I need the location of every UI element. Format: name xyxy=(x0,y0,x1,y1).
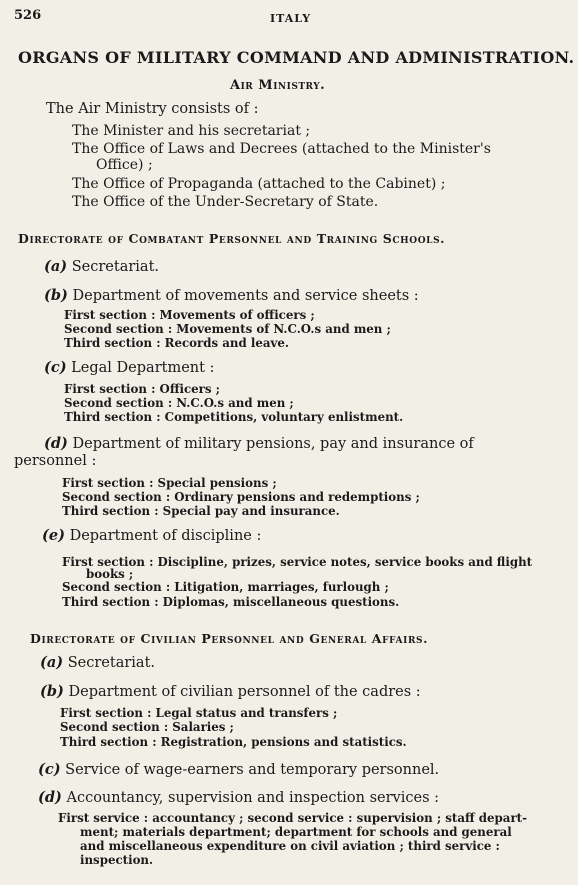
running-head: ITALY xyxy=(270,12,312,25)
intro-item: The Office of the Under-Secretary of State. xyxy=(72,194,379,210)
sub-line: First section : Movements of officers ; xyxy=(64,308,315,322)
item-label: (a) xyxy=(40,654,64,671)
item-label: (d) xyxy=(44,435,68,452)
sub-line: Second section : Movements of N.C.O.s and men ; xyxy=(64,322,391,336)
sub-line: books ; xyxy=(86,567,134,581)
sub-line: and miscellaneous expenditure on civil aviation ; third service : xyxy=(80,839,500,853)
section-subtitle: Air Ministry. xyxy=(230,78,326,93)
sub-line: Second section : Ordinary pensions and redemptions ; xyxy=(62,490,420,504)
directorate-heading: Directorate of Combatant Personnel and Training Schools. xyxy=(18,231,446,246)
sub-line: inspection. xyxy=(80,853,154,867)
item-label: (a) xyxy=(44,258,68,275)
sub-line: Second section : N.C.O.s and men ; xyxy=(64,396,294,410)
intro-item: The Office of Laws and Decrees (attached to the Minister's xyxy=(72,141,491,157)
intro-item: The Minister and his secretariat ; xyxy=(72,123,311,139)
sub-line: First service : accountancy ; second service : supervision ; staff depart- xyxy=(58,811,528,825)
item-text: Department of civilian personnel of the cadres : xyxy=(68,684,421,700)
intro-item: Office) ; xyxy=(96,157,153,173)
list-item xyxy=(44,258,159,275)
item-text: Department of movements and service sheets : xyxy=(72,288,419,304)
list-item xyxy=(44,359,214,376)
sub-line: Third section : Diplomas, miscellaneous questions. xyxy=(62,595,400,609)
intro-item: The Office of Propaganda (attached to the Cabinet) ; xyxy=(72,176,446,192)
item-text: Service of wage-earners and temporary personnel. xyxy=(65,762,440,778)
list-item xyxy=(44,435,474,452)
sub-line: First section : Discipline, prizes, service notes, service books and flight xyxy=(62,555,533,569)
item-label: (c) xyxy=(38,761,61,778)
item-label: (b) xyxy=(40,683,64,700)
list-item xyxy=(38,789,439,806)
item-label: (b) xyxy=(44,287,68,304)
item-text: Department of discipline : xyxy=(69,528,262,544)
list-item xyxy=(40,683,421,700)
item-text: Accountancy, supervision and inspection services : xyxy=(66,790,440,806)
item-label: (e) xyxy=(42,527,65,544)
item-text-continued: personnel : xyxy=(14,453,97,469)
sub-line: Second section : Litigation, marriages, furlough ; xyxy=(62,580,389,594)
item-text: Department of military pensions, pay and insurance of xyxy=(72,436,474,452)
list-item xyxy=(42,527,261,544)
item-label: (d) xyxy=(38,789,62,806)
sub-line: First section : Officers ; xyxy=(64,382,220,396)
sub-line: Third section : Special pay and insurance. xyxy=(62,504,340,518)
page-title: ORGANS OF MILITARY COMMAND AND ADMINISTRATION. xyxy=(18,48,575,67)
list-item xyxy=(38,761,439,778)
sub-line: First section : Special pensions ; xyxy=(62,476,277,490)
sub-line: ment; materials department; department for schools and general xyxy=(80,825,512,839)
sub-line: Second section : Salaries ; xyxy=(60,720,234,734)
sub-line: Third section : Records and leave. xyxy=(64,336,289,350)
item-text: Secretariat. xyxy=(67,655,156,671)
item-text: Secretariat. xyxy=(71,259,160,275)
page-number: 526 xyxy=(14,8,42,23)
sub-line: Third section : Competitions, voluntary enlistment. xyxy=(64,410,404,424)
item-text: Legal Department : xyxy=(71,360,215,376)
list-item xyxy=(44,287,419,304)
item-label: (c) xyxy=(44,359,67,376)
intro-text: The Air Ministry consists of : xyxy=(46,101,259,117)
sub-line: First section : Legal status and transfers ; xyxy=(60,706,338,720)
directorate-heading: Directorate of Civilian Personnel and General Affairs. xyxy=(30,631,429,646)
sub-line: Third section : Registration, pensions and statistics. xyxy=(60,735,407,749)
list-item xyxy=(40,654,155,671)
